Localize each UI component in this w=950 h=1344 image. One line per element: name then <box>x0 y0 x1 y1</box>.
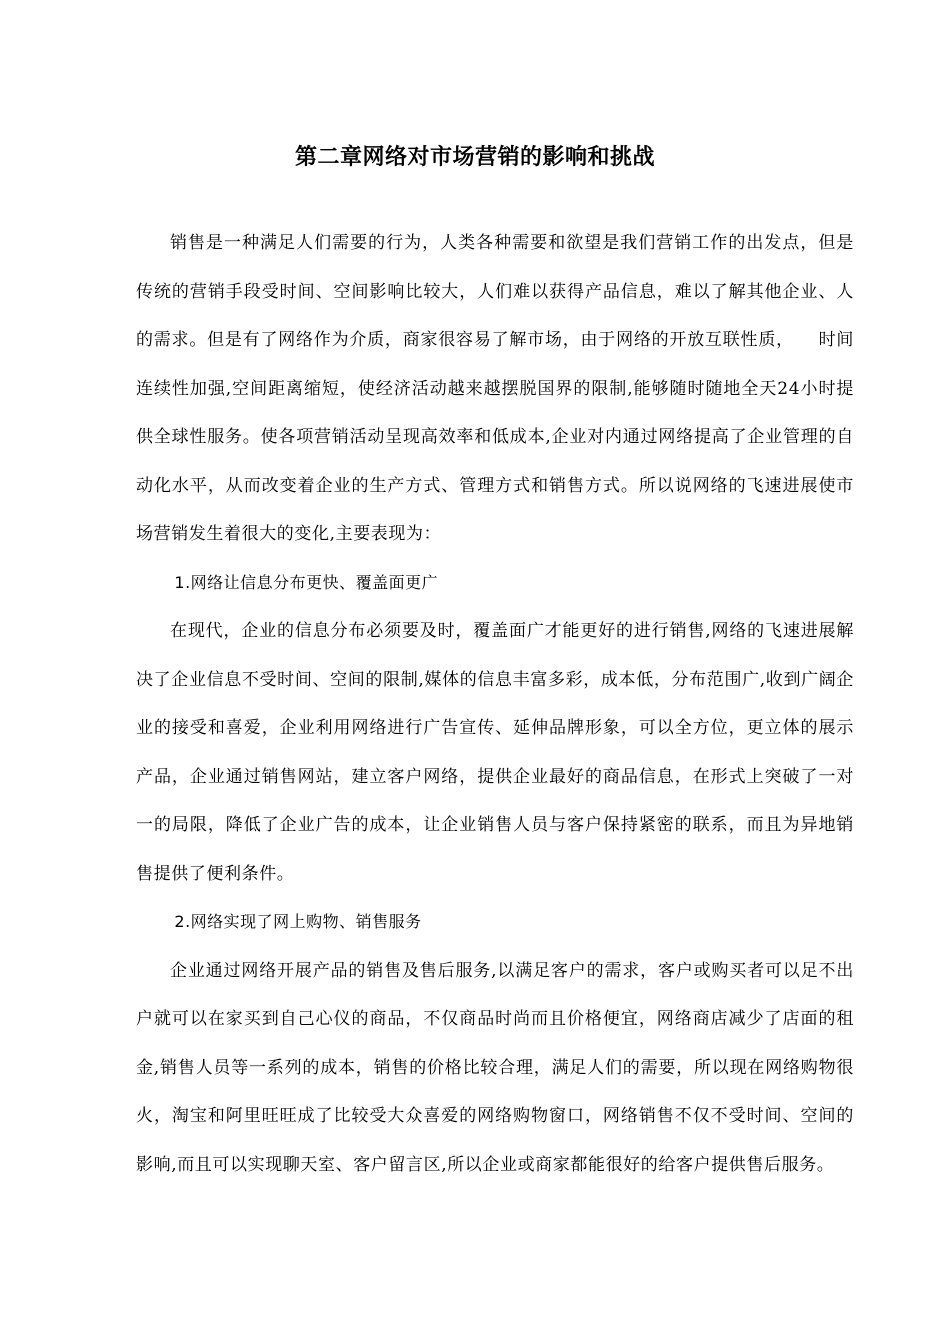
section-1-heading: 1.网络让信息分布更快、覆盖面更广 <box>174 572 439 592</box>
section-2-paragraph: 企业通过网络开展产品的销售及售后服务,以满足客户的需求，客户或购买者可以足不出户就可以在家买到自己心仪的商品，不仅商品时尚而且价格便宜，网络商店减少了店面的租金,销售人员等一系列的成本，销售的价格比较合理，满足人们的需要，所以现在网络购物很火，淘宝和阿里旺旺成了比较受大众喜爱的网络购物窗口，网络销售不仅不受时间、空间的影响,而且可以实现聊天室、客户留言区,所以企业或商家都能很好的给客户提供售后服务。 <box>136 960 854 1175</box>
section-1-paragraph: 在现代，企业的信息分布必须要及时，覆盖面广才能更好的进行销售,网络的飞速进展解决了企业信息不受时间、空间的限制,媒体的信息丰富多彩，成本低，分布范围广,收到广阔企业的接受和喜爱，企业利用网络进行广告宣传、延伸品牌形象，可以全方位，更立体的展示产品，企业通过销售网站，建立客户网络，提供企业最好的商品信息，在形式上突破了一对一的局限，降低了企业广告的成本，让企业销售人员与客户保持紧密的联系，而且为异地销售提供了便利条件。 <box>136 621 854 884</box>
chapter-title: 第二章网络对市场营销的影响和挑战 <box>294 145 655 170</box>
intro-paragraph: 销售是一种满足人们需要的行为，人类各种需要和欲望是我们营销工作的出发点，但是传统的营销手段受时间、空间影响比较大，人们难以获得产品信息，难以了解其他企业、人的需求。但是有了网络作为介质，商家很容易了解市场，由于网络的开放互联性质， 时间连续性加强,空间距离缩短，使经济活动越来越摆脱国界的限制,能够随时随地全天24小时提供全球性服务。使各项营销活动呈现高效率和低成本,企业对内通过网络提高了企业管理的自动化水平，从而改变着企业的生产方式、管理方式和销售方式。所以说网络的飞速进展使市场营销发生着很大的变化,主要表现为： <box>136 233 854 544</box>
section-2-heading: 2.网络实现了网上购物、销售服务 <box>174 912 422 931</box>
document-body <box>136 219 854 1189</box>
